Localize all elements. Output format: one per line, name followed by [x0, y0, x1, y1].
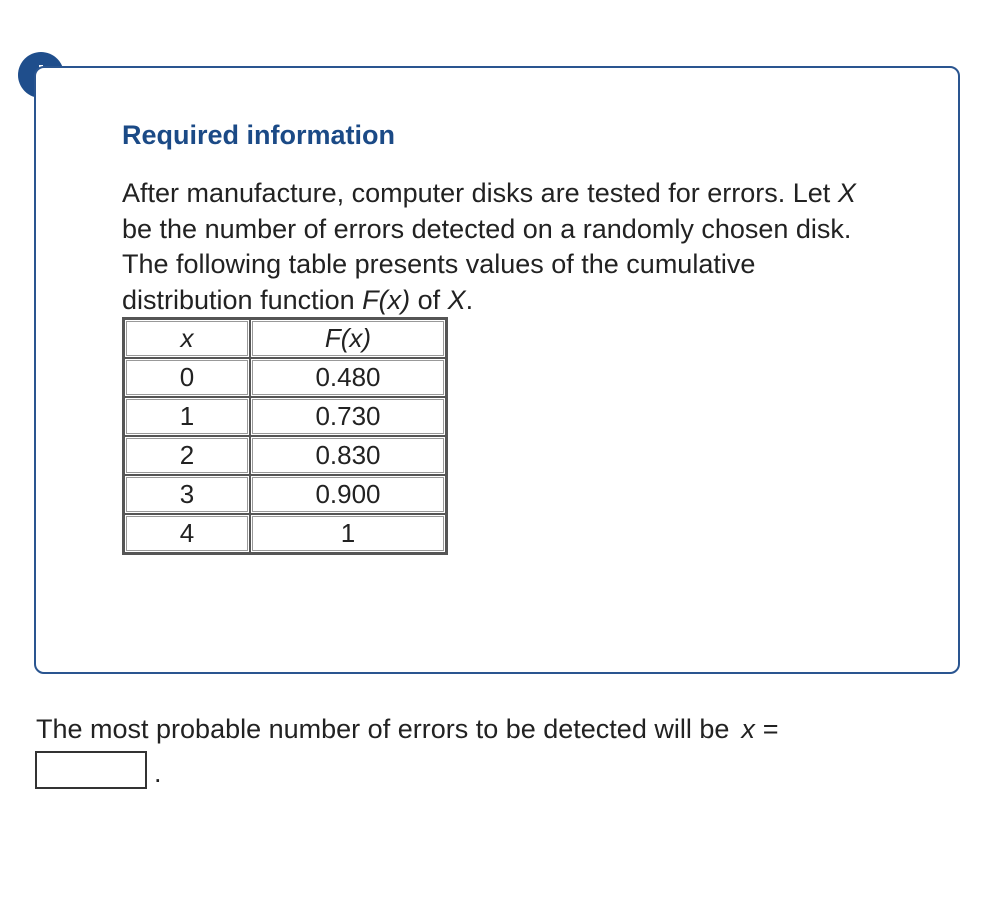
table-row [124, 358, 446, 397]
table-row [124, 514, 446, 553]
question-text [36, 714, 778, 745]
problem-text-part4: . [465, 284, 474, 315]
table-cell-fx: 0.830 [250, 436, 446, 475]
problem-text-part3: of [410, 284, 448, 315]
variable-X: X [837, 178, 856, 208]
card-title: Required information [122, 120, 396, 150]
variable-Fx: F(x) [362, 284, 411, 315]
table-cell-fx: 0.900 [250, 475, 446, 514]
table-cell-fx: 1 [250, 514, 446, 553]
cdf-table [122, 317, 448, 555]
answer-period: . [154, 758, 162, 788]
problem-text-part1: After manufacture, computer disks are tested for errors. Let [122, 178, 838, 208]
required-information-card [34, 66, 960, 674]
table-header-fx: F(x) [250, 319, 446, 358]
table-cell-x: 1 [124, 397, 250, 436]
answer-input[interactable] [35, 751, 147, 789]
problem-statement [122, 176, 862, 318]
table-cell-x: 3 [124, 475, 250, 514]
table-header-x: x [124, 319, 250, 358]
table-cell-fx: 0.480 [250, 358, 446, 397]
table-cell-fx: 0.730 [250, 397, 446, 436]
table-row [124, 397, 446, 436]
table-cell-x: 0 [124, 358, 250, 397]
table-header-row [124, 319, 446, 358]
table-cell-x: 2 [124, 436, 250, 475]
table-cell-x: 4 [124, 514, 250, 553]
table-row [124, 436, 446, 475]
question-variable: x = [741, 714, 779, 744]
question-prompt: The most probable number of errors to be detected will be [36, 714, 730, 744]
table-row [124, 475, 446, 514]
variable-X-2: X [447, 284, 466, 315]
problem-text-part2: be the number of errors detected on a randomly chosen disk. The following table presents values of the cumulative distribution function [122, 213, 852, 315]
